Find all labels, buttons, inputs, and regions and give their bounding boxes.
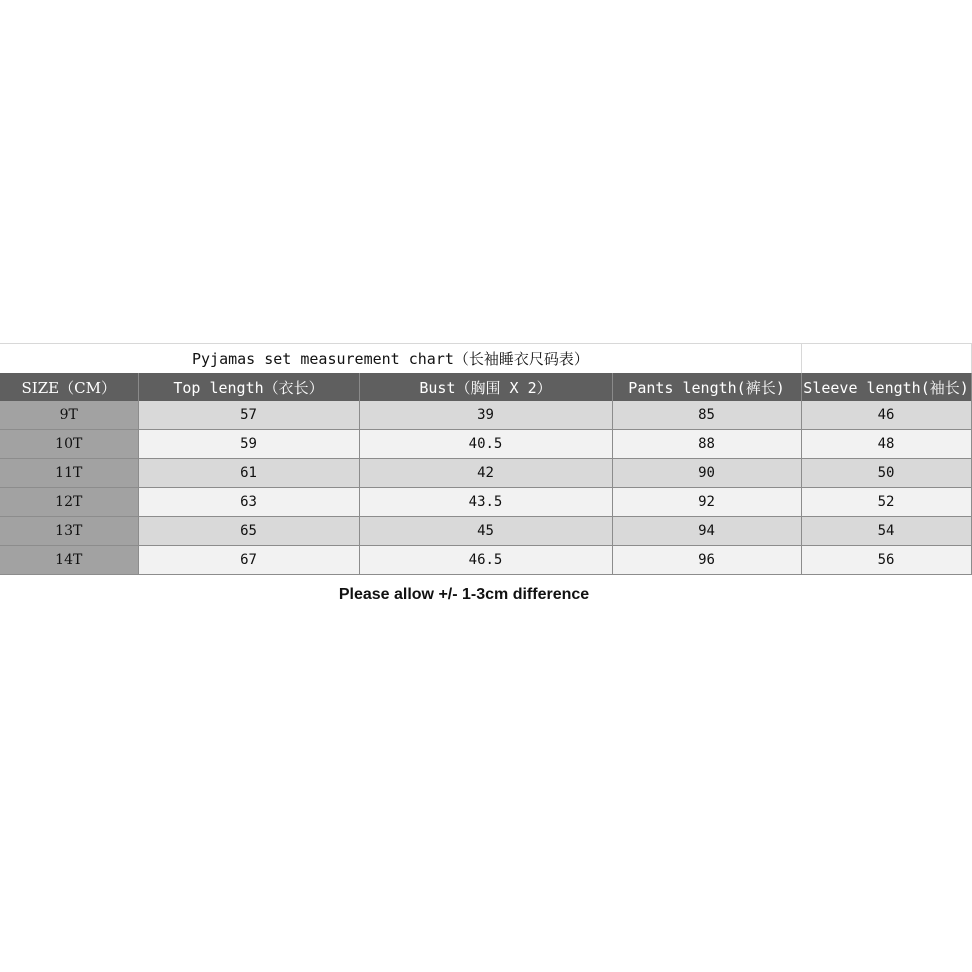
top-length-cell: 65 [138, 517, 359, 546]
header-size: SIZE（CM） [0, 373, 138, 401]
pants-length-cell: 85 [612, 401, 801, 430]
pants-length-cell: 96 [612, 546, 801, 575]
tolerance-note: Please allow +/- 1-3cm difference [338, 586, 590, 603]
sleeve-length-cell: 50 [801, 459, 971, 488]
bust-cell: 46.5 [359, 546, 612, 575]
bust-cell: 45 [359, 517, 612, 546]
size-cell: 10T [0, 430, 138, 459]
sleeve-length-cell: 56 [801, 546, 971, 575]
sleeve-length-cell: 52 [801, 488, 971, 517]
top-length-cell: 59 [138, 430, 359, 459]
sleeve-length-cell: 48 [801, 430, 971, 459]
size-cell: 14T [0, 546, 138, 575]
table-row [0, 517, 971, 546]
size-cell: 13T [0, 517, 138, 546]
size-table [0, 343, 972, 575]
size-cell: 12T [0, 488, 138, 517]
size-cell: 11T [0, 459, 138, 488]
top-length-cell: 67 [138, 546, 359, 575]
top-length-cell: 61 [138, 459, 359, 488]
sleeve-length-cell: 54 [801, 517, 971, 546]
header-sleeve-length: Sleeve length(袖长) [801, 373, 971, 401]
header-bust: Bust（胸围 X 2） [359, 373, 612, 401]
chart-title: Pyjamas set measurement chart（长袖睡衣尺码表） [0, 344, 801, 374]
header-pants-length: Pants length(裤长) [612, 373, 801, 401]
top-length-cell: 57 [138, 401, 359, 430]
table-row [0, 430, 971, 459]
header-top-length: Top length（衣长） [138, 373, 359, 401]
pants-length-cell: 92 [612, 488, 801, 517]
table-row [0, 546, 971, 575]
title-blank-cell [801, 344, 971, 374]
pants-length-cell: 94 [612, 517, 801, 546]
pants-length-cell: 88 [612, 430, 801, 459]
bust-cell: 42 [359, 459, 612, 488]
title-row [0, 344, 971, 374]
table-row [0, 488, 971, 517]
sleeve-length-cell: 46 [801, 401, 971, 430]
size-cell: 9T [0, 401, 138, 430]
table-row [0, 459, 971, 488]
bust-cell: 43.5 [359, 488, 612, 517]
header-row [0, 373, 971, 401]
bust-cell: 40.5 [359, 430, 612, 459]
pants-length-cell: 90 [612, 459, 801, 488]
table-row [0, 401, 971, 430]
top-length-cell: 63 [138, 488, 359, 517]
bust-cell: 39 [359, 401, 612, 430]
size-chart [0, 343, 972, 575]
